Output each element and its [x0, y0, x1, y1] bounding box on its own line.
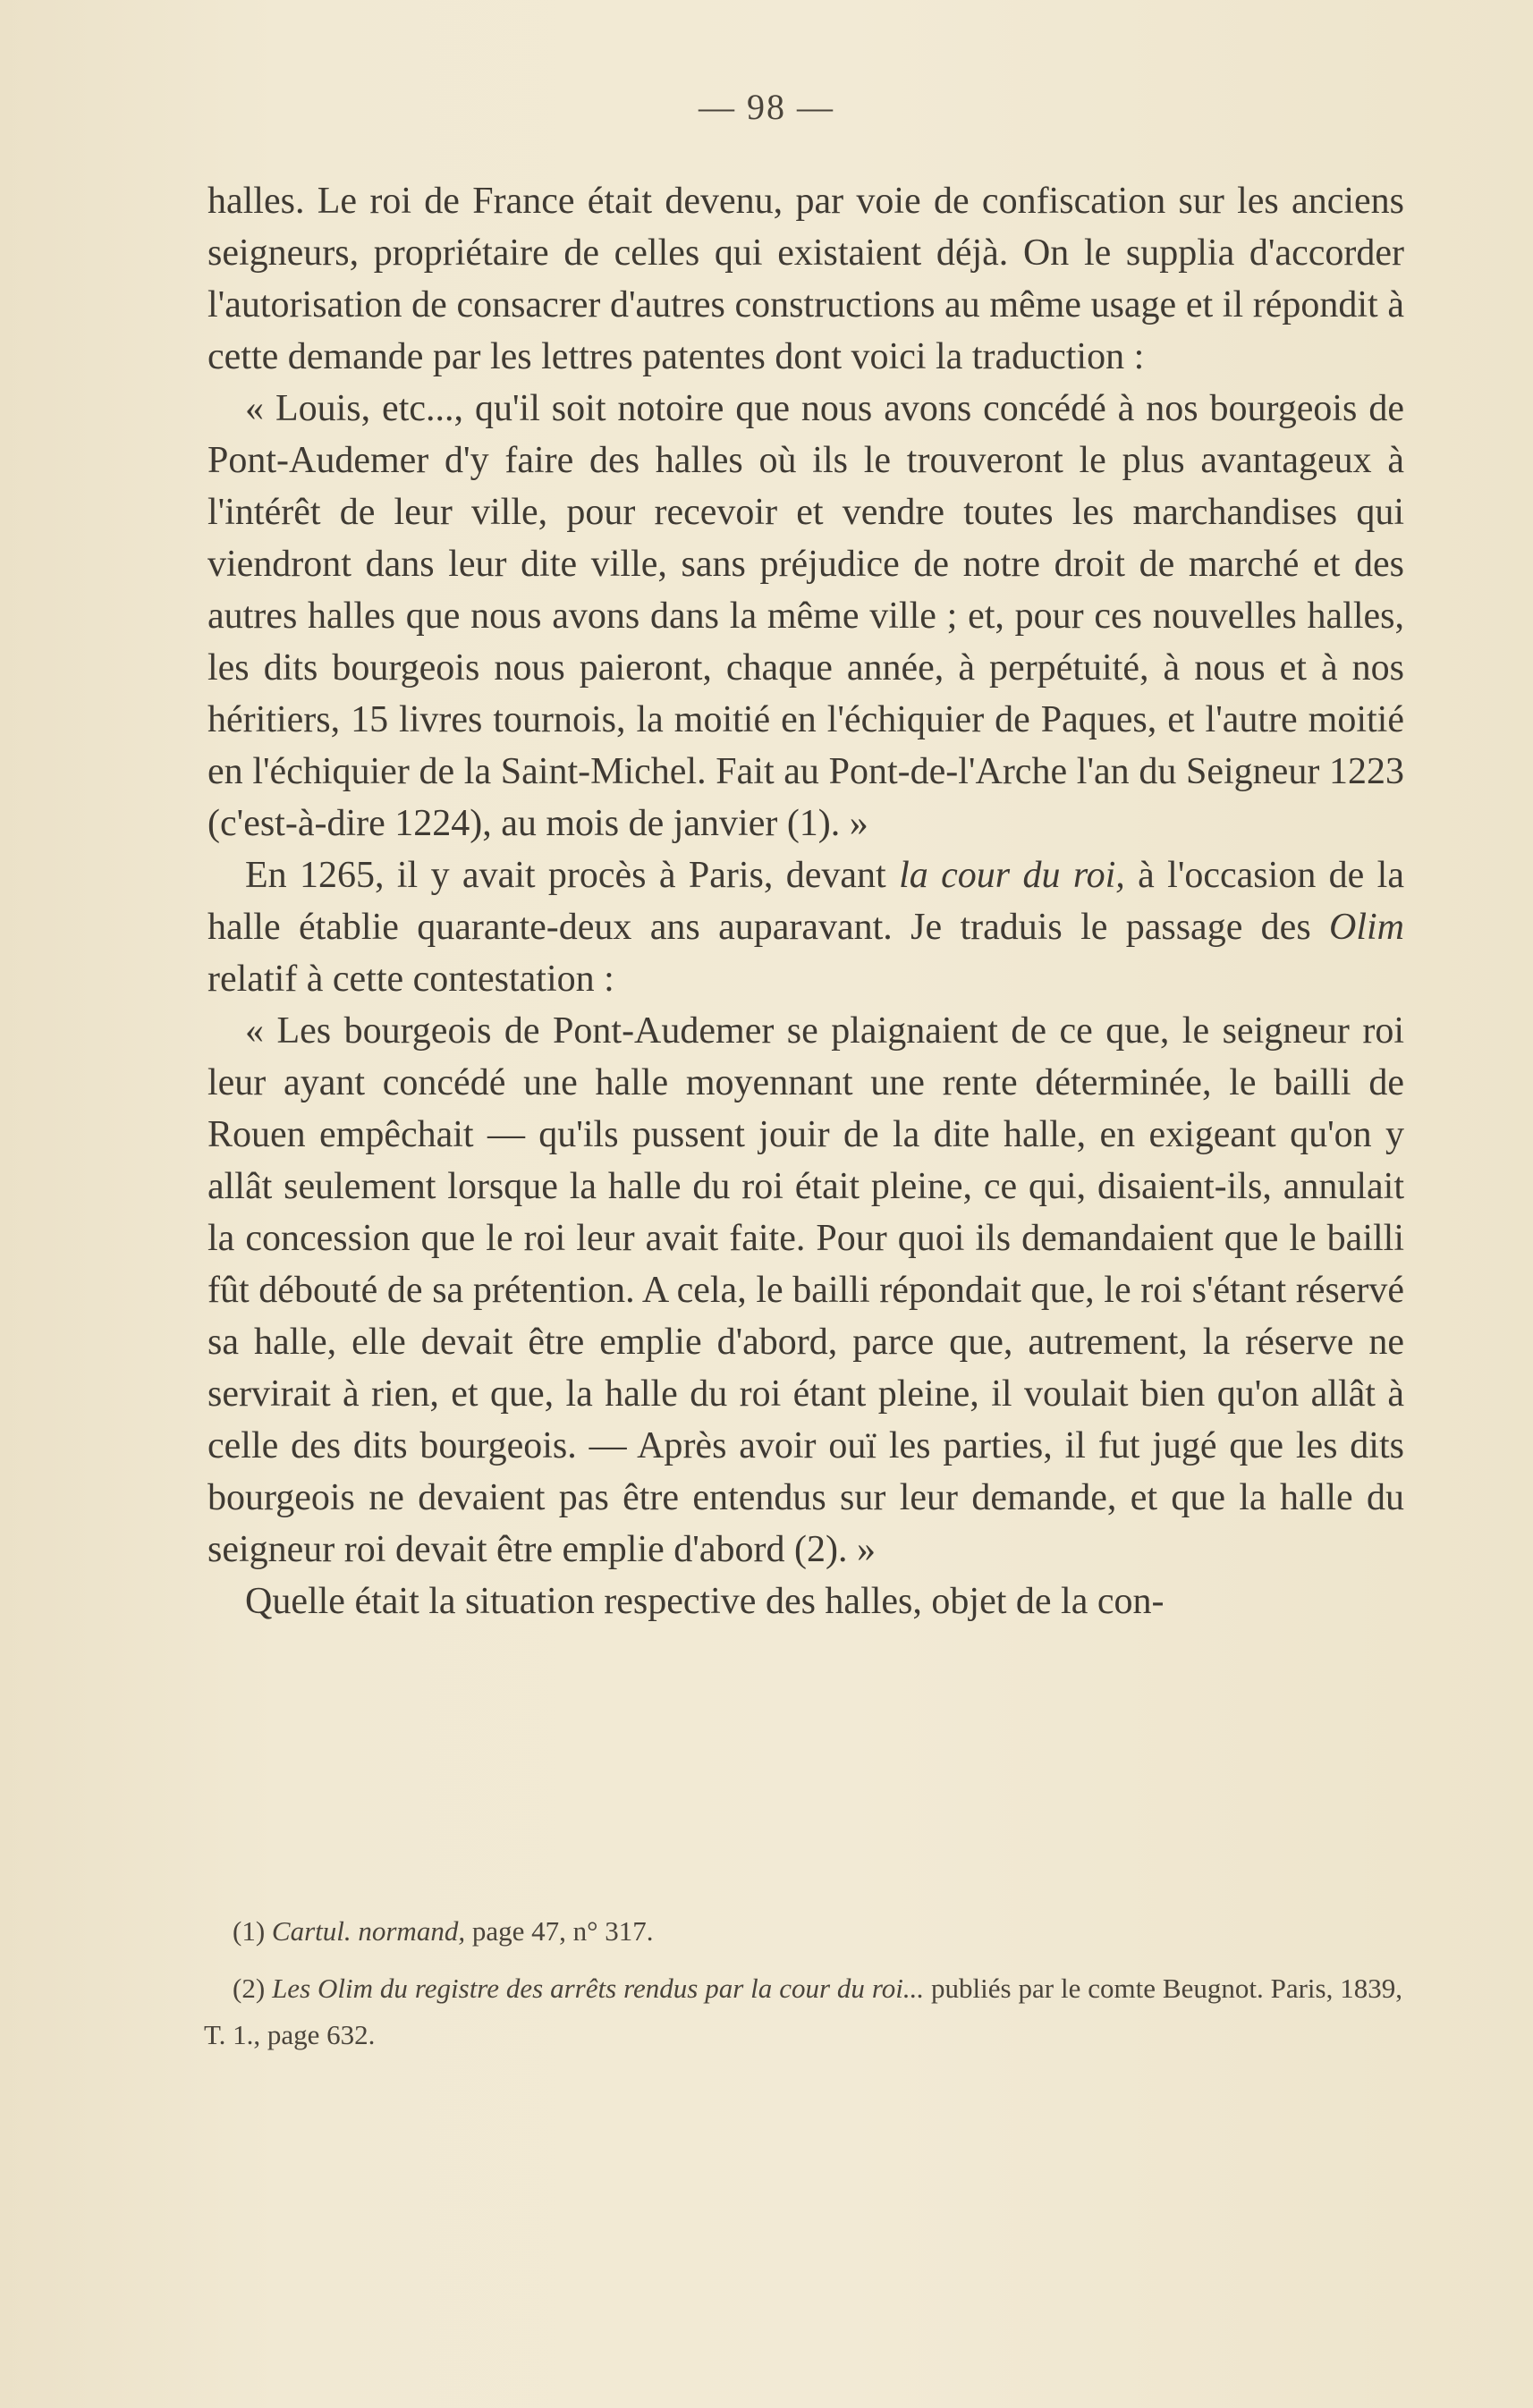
- footnote-1-number: (1): [233, 1915, 266, 1947]
- footnote-2-number: (2): [233, 1973, 266, 2004]
- paragraph-3: [208, 849, 1404, 1005]
- paragraph-2: « Louis, etc..., qu'il soit notoire que nous avons concédé à nos bourgeois de Pont-Audemer d'y faire des halles où ils le trouveront le plus avantageux à l'intérêt de leur ville, pour recevoir et vendre toutes les marchandises qui viendront dans leur dite ville, sans préjudice de notre droit de marché et des autres halles que nous avons dans la même ville ; et, pour ces nouvelles halles, les dits bourgeois nous paieront, chaque année, à perpétuité, à nous et à nos héritiers, 15 livres tournois, la moitié en l'échiquier de Paques, et l'autre moitié en l'échiquier de la Saint-Michel. Fait au Pont-de-l'Arche l'an du Seigneur 1223 (c'est-à-dire 1224), au mois de janvier (1). »: [208, 388, 1404, 844]
- footnotes: [204, 1908, 1402, 2066]
- footnote-1: [204, 1908, 1402, 1955]
- paragraph-3-italic-olim: Olim: [1329, 907, 1404, 948]
- paragraph-3-before: En 1265, il y avait procès à Paris, devant: [245, 855, 900, 896]
- paragraph-3-after: à l'occasion de la halle établie quarante-deux ans auparavant. Je traduis le passage des: [208, 855, 1404, 948]
- paragraph-3-after2: relatif à cette contestation :: [208, 959, 614, 1000]
- footnote-2-text: publiés par le comte Beugnot. Paris, 1839, T. 1., page 632.: [204, 1973, 1403, 2050]
- paragraph-5: Quelle était la situation respective des halles, objet de la con-: [245, 1581, 1165, 1622]
- footnote-1-italic: Cartul. normand,: [271, 1915, 466, 1947]
- page-number: — 98 —: [699, 87, 834, 127]
- paragraph-3-italic: la cour du roi,: [899, 855, 1125, 896]
- paragraph-1: halles. Le roi de France était devenu, par voie de confiscation sur les anciens seigneurs, propriétaire de celles qui existaient déjà. On le supplia d'accorder l'autorisation de consacrer d'autres constructions au même usage et il répondit à cette demande par les lettres patentes dont voici la traduction :: [208, 181, 1404, 377]
- footnote-1-text: page 47, n° 317.: [465, 1915, 654, 1947]
- footnote-2-italic: Les Olim du registre des arrêts rendus par la cour du roi...: [272, 1973, 925, 2004]
- footnote-2: [204, 1965, 1402, 2058]
- paragraph-4: « Les bourgeois de Pont-Audemer se plaignaient de ce que, le seigneur roi leur ayant concédé une halle moyennant une rente déterminée, le bailli de Rouen empêchait — qu'ils pussent jouir de la dite halle, en exigeant qu'on y allât seulement lorsque la halle du roi était pleine, ce qui, disaient-ils, annulait la concession que le roi leur avait faite. Pour quoi ils demandaient que le bailli fût débouté de sa prétention. A cela, le bailli répondait que, le roi s'étant réservé sa halle, elle devait être emplie d'abord, parce que, autrement, la réserve ne servirait à rien, et que, la halle du roi étant pleine, il voulait bien qu'on allât à celle des dits bourgeois. — Après avoir ouï les parties, il fut jugé que les dits bourgeois ne devaient pas être entendus sur leur demande, et que la halle du seigneur roi devait être emplie d'abord (2). »: [208, 1010, 1404, 1570]
- body-text: [208, 175, 1404, 1627]
